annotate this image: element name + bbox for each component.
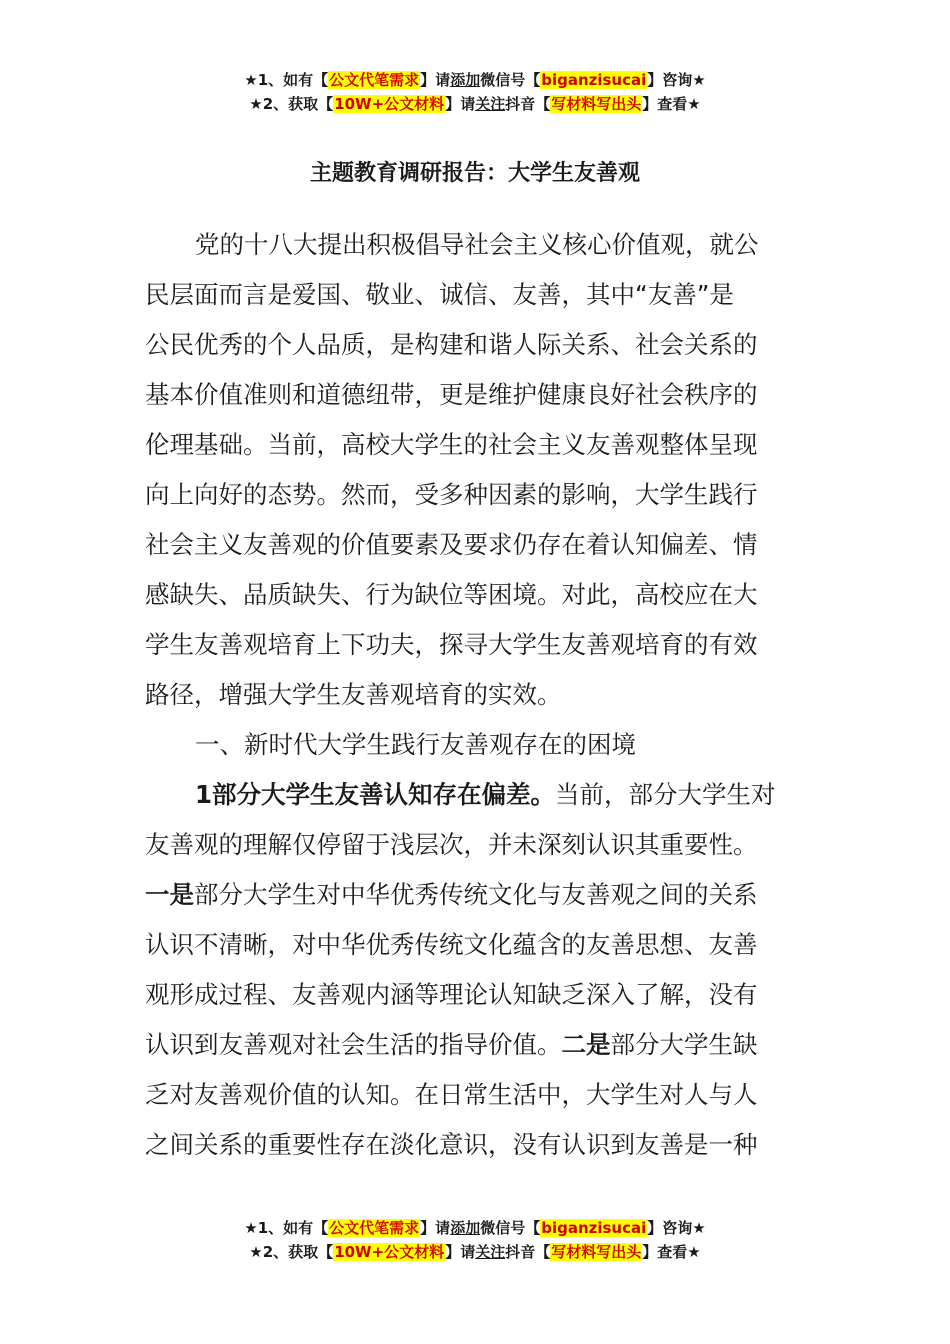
promo-text: 】查看★ (642, 1243, 701, 1261)
promo-underlined: 添加 (450, 1219, 481, 1237)
text-span: 部分大学生对中华优秀传统文化与友善观之间的关系 (194, 880, 758, 909)
promo-text: 微信号【 (480, 71, 541, 89)
promo-highlight: 10W+公文材料 (334, 95, 445, 113)
promo-highlight: biganzisucai (541, 71, 647, 89)
text-line: 伦理基础。当前，高校大学生的社会主义友善观整体呈现 (145, 430, 758, 459)
promo-highlight: 写材料写出头 (551, 95, 642, 113)
document-title: 主题教育调研报告：大学生友善观 (309, 161, 640, 186)
text-line (145, 770, 807, 820)
text-line: 友善观的理解仅停留于浅层次，并未深刻认识其重要性。 (145, 830, 758, 859)
text-line: 路径，增强大学生友善观培育的实效。 (145, 680, 562, 709)
promo-text: 微信号【 (480, 1219, 541, 1237)
subheading-bold: 1部分大学生友善认知存在偏差。 (195, 780, 556, 809)
text-span: 部分大学生缺 (610, 1030, 758, 1059)
section-heading: 一、新时代大学生践行友善观存在的困境 (195, 730, 636, 759)
text-line: 感缺失、品质缺失、行为缺位等困境。对此，高校应在大 (145, 580, 758, 609)
promo-text: ★2、获取【 (249, 1243, 334, 1261)
promo-line-1 (0, 68, 950, 92)
promo-highlight: 公文代笔需求 (329, 1219, 420, 1237)
document-body (145, 220, 807, 1170)
promo-highlight: biganzisucai (541, 1219, 647, 1237)
text-span: 认识到友善观对社会生活的指导价值。 (145, 1030, 562, 1059)
text-line: 向上向好的态势。然而，受多种因素的影响，大学生践行 (145, 480, 758, 509)
promo-text: 】请 (420, 71, 451, 89)
promo-underlined: 关注 (475, 95, 506, 113)
text-line: 乏对友善观价值的认知。在日常生活中，大学生对人与人 (145, 1080, 758, 1109)
promo-highlight: 10W+公文材料 (334, 1243, 445, 1261)
promo-highlight: 公文代笔需求 (329, 71, 420, 89)
text-line: 认识不清晰，对中华优秀传统文化蕴含的友善思想、友善 (145, 930, 758, 959)
text-line: 社会主义友善观的价值要素及要求仍存在着认知偏差、情 (145, 530, 758, 559)
text-line: 公民优秀的个人品质，是构建和谐人际关系、社会关系的 (145, 330, 758, 359)
promo-line-1 (0, 1216, 950, 1240)
text-line (145, 1020, 807, 1070)
promo-banner-top (0, 68, 950, 116)
promo-underlined: 关注 (475, 1243, 506, 1261)
promo-text: 抖音【 (505, 95, 551, 113)
text-line: 之间关系的重要性存在淡化意识，没有认识到友善是一种 (145, 1130, 758, 1159)
promo-underlined: 添加 (450, 71, 481, 89)
promo-highlight: 写材料写出头 (551, 1243, 642, 1261)
promo-line-2 (0, 92, 950, 116)
text-span: 当前，部分大学生对 (555, 780, 776, 809)
text-line: 民层面而言是爱国、敬业、诚信、友善，其中“友善”是 (145, 280, 734, 309)
promo-text: 】咨询★ (647, 71, 706, 89)
promo-text: 抖音【 (505, 1243, 551, 1261)
promo-text: 】咨询★ (647, 1219, 706, 1237)
promo-text: 】请 (420, 1219, 451, 1237)
promo-text: 】请 (445, 1243, 476, 1261)
point-label: 一是 (145, 880, 194, 909)
promo-text: 】查看★ (642, 95, 701, 113)
text-line: 基本价值准则和道德纽带，更是维护健康良好社会秩序的 (145, 380, 758, 409)
promo-text: ★1、如有【 (244, 71, 329, 89)
text-line: 观形成过程、友善观内涵等理论认知缺乏深入了解，没有 (145, 980, 758, 1009)
text-line: 党的十八大提出积极倡导社会主义核心价值观，就公 (195, 230, 759, 259)
promo-text: ★2、获取【 (249, 95, 334, 113)
promo-line-2 (0, 1240, 950, 1264)
point-label: 二是 (561, 1030, 611, 1059)
promo-text: ★1、如有【 (244, 1219, 329, 1237)
promo-banner-bottom (0, 1216, 950, 1264)
text-line: 学生友善观培育上下功夫，探寻大学生友善观培育的有效 (145, 630, 758, 659)
text-line (145, 870, 807, 920)
promo-text: 】请 (445, 95, 476, 113)
